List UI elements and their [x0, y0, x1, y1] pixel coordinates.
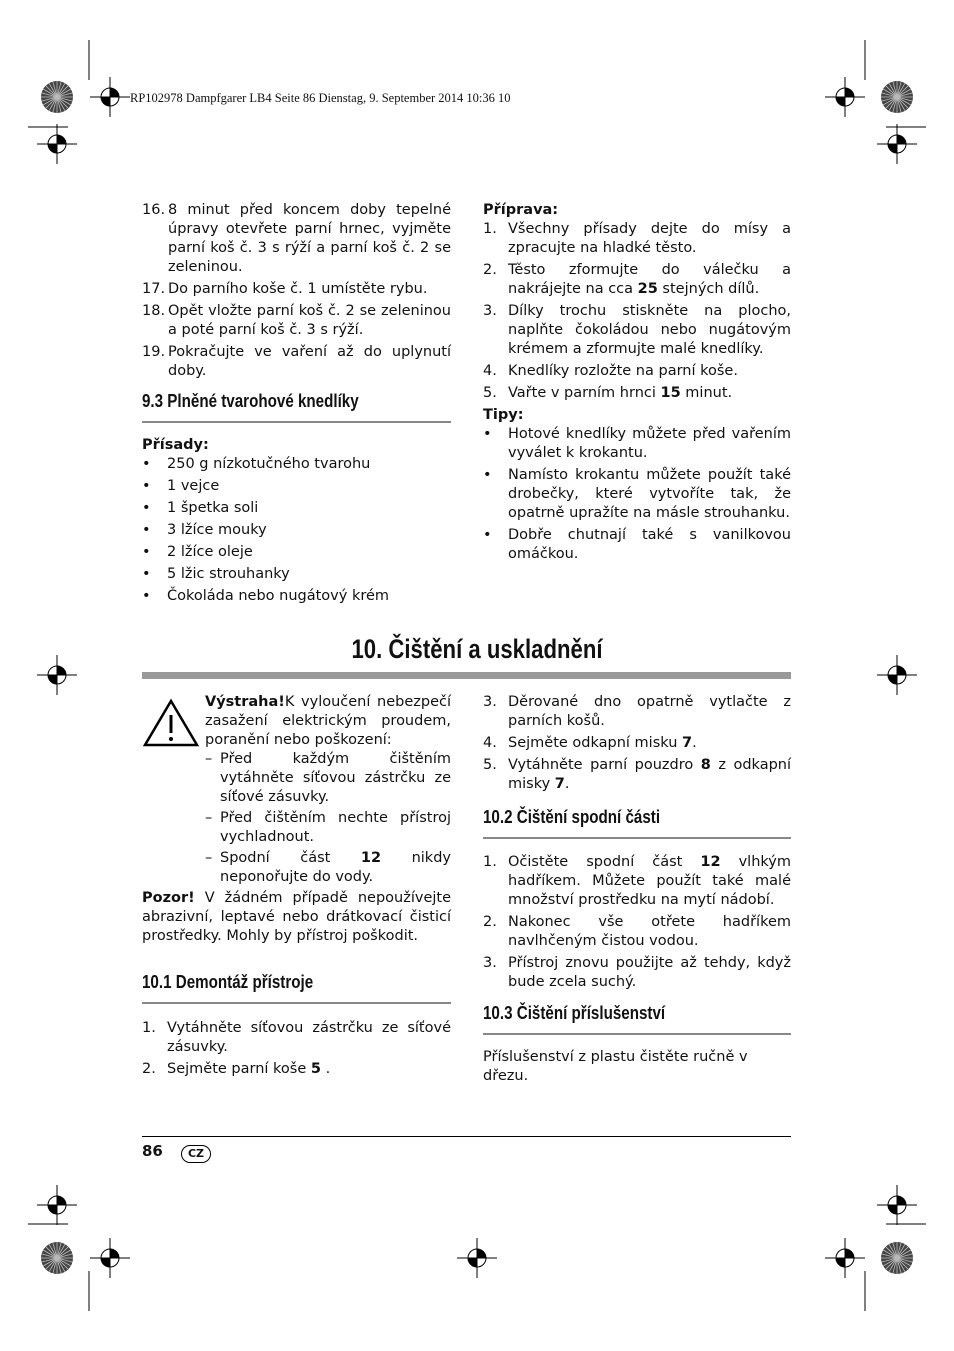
bullet-dot: •	[142, 544, 151, 560]
step-number: 5.	[483, 385, 497, 401]
registration-cross-icon	[457, 1238, 497, 1278]
step-item	[142, 302, 451, 340]
step-number: 4.	[483, 735, 497, 751]
section-10-3-title: 10.3 Čištění příslušenství	[483, 1002, 666, 1023]
step-number: 3.	[483, 303, 497, 319]
section-9-3-rule	[142, 421, 451, 423]
warning-label: Výstraha!	[205, 694, 285, 710]
tip-item-text: Hotové knedlíky můžete před vařením vyválet k krokantu.	[508, 426, 791, 461]
bullet-dot: •	[483, 527, 492, 543]
registration-cross-icon	[90, 1238, 130, 1278]
tip-item	[483, 526, 791, 564]
bullet-dot: •	[142, 522, 151, 538]
prep-step-text: Dílky trochu stiskněte na plocho, naplňte čokoládou nebo nugátovým krémem a zformujte malé knedlíky.	[508, 303, 791, 357]
bullet-dot: •	[142, 588, 151, 604]
section-10-2-steps	[483, 853, 791, 995]
step-number: 17.	[142, 281, 166, 297]
prep-label: Příprava:	[483, 202, 559, 218]
disassembly-step-text: Sejměte odkapní misku 7.	[508, 735, 697, 751]
registration-cross-icon	[877, 655, 917, 695]
chapter-title: 10. Čištění a uskladnění	[351, 634, 603, 664]
ingredient-item	[142, 477, 451, 496]
step-number: 1.	[142, 1020, 156, 1036]
prep-step-text: Všechny přísady dejte do mísy a zpracujte na hladké těsto.	[508, 221, 791, 256]
bullet-dot: •	[142, 566, 151, 582]
ingredient-item	[142, 521, 451, 540]
ingredient-item-text: 3 lžíce mouky	[167, 522, 267, 538]
ingredient-item	[142, 455, 451, 474]
step-text: 8 minut před koncem doby tepelné úpravy otevřete parní hrnec, vyjměte parní koš č. 3 s rýží a parní koš č. 2 se zeleninou.	[168, 202, 451, 275]
warning-item-text: Před čištěním nechte přístroj vychladnout.	[220, 810, 451, 845]
disassembly-step-text: Děrované dno opatrně vytlačte z parních košů.	[508, 694, 791, 729]
ingredient-item	[142, 565, 451, 584]
caution-text: V žádném případě nepoužívejte abrazivní, leptavé nebo drátkovací čisticí prostředky. Mohly by přístroj poškodit.	[142, 890, 451, 944]
prep-step	[483, 384, 791, 403]
bullet-dot: •	[142, 456, 151, 472]
tip-item-text: Dobře chutnají také s vanilkovou omáčkou.	[508, 527, 791, 562]
warning-block	[142, 693, 451, 946]
step-text: Pokračujte ve vaření až do uplynutí doby.	[168, 344, 451, 379]
section-10-2-rule	[483, 837, 791, 839]
step-number: 2.	[142, 1061, 156, 1077]
ingredient-item-text: 1 špetka soli	[167, 500, 259, 516]
registration-starburst-icon	[881, 1242, 913, 1274]
cleaning-step	[483, 853, 791, 910]
cleaning-step	[483, 954, 791, 992]
page-number: 86	[142, 1142, 163, 1160]
ingredient-item-text: 2 lžíce oleje	[167, 544, 253, 560]
step-text: Opět vložte parní koš č. 2 se zeleninou a poté parní koš č. 3 s rýží.	[168, 303, 451, 338]
step-number: 5.	[483, 757, 497, 773]
step-number: 4.	[483, 363, 497, 379]
prep-step	[483, 362, 791, 381]
ingredient-item	[142, 499, 451, 518]
disassembly-step-text: Vytáhněte síťovou zástrčku ze síťové zásuvky.	[167, 1020, 451, 1055]
registration-starburst-icon	[881, 81, 913, 113]
bullet-dot: •	[142, 500, 151, 516]
warning-item	[205, 809, 451, 847]
step-number: 16.	[142, 202, 166, 218]
cleaning-step-text: Očistěte spodní část 12 vlhkým hadříkem. Můžete použít také malé množství prostředku na mytí nádobí.	[508, 854, 791, 908]
cleaning-step-text: Nakonec vše otřete hadříkem navlhčeným čistou vodou.	[508, 914, 791, 949]
disassembly-step	[142, 1019, 451, 1057]
dash-mark: –	[205, 810, 213, 826]
ingredients-label: Přísady:	[142, 437, 209, 453]
caution-label: Pozor!	[142, 890, 195, 906]
warning-text: K vyloučení nebezpečí zasažení elektrickým proudem, poranění nebo poškození:	[205, 694, 451, 748]
step-number: 19.	[142, 344, 166, 360]
section-10-1-rule	[142, 1002, 451, 1004]
ingredients-block	[142, 436, 451, 609]
registration-cross-icon	[37, 655, 77, 695]
section-10-1-title: 10.1 Demontáž přístroje	[142, 971, 314, 992]
registration-cross-icon	[877, 124, 917, 164]
step-number: 3.	[483, 694, 497, 710]
right-column-top	[483, 201, 791, 567]
step-number: 2.	[483, 262, 497, 278]
cleaning-step-text: Přístroj znovu použijte až tehdy, když bude zcela suchý.	[508, 955, 791, 990]
ingredient-item-text: 250 g nízkotučného tvarohu	[167, 456, 371, 472]
step-number: 18.	[142, 303, 166, 319]
bullet-dot: •	[142, 478, 151, 494]
disassembly-step	[483, 756, 791, 794]
footer-rule	[142, 1136, 791, 1137]
registration-cross-icon	[825, 77, 865, 117]
warning-item-text: Před každým čištěním vytáhněte síťovou zástrčku ze síťové zásuvky.	[220, 751, 451, 805]
left-column-top	[142, 201, 451, 384]
step-item	[142, 343, 451, 381]
ingredient-item-text: 5 lžic strouhanky	[167, 566, 290, 582]
tip-item	[483, 425, 791, 463]
prep-step-text: Těsto zformujte do válečku a nakrájejte na cca 25 stejných dílů.	[508, 262, 791, 297]
prep-step	[483, 261, 791, 299]
tip-item-text: Namísto krokantu můžete použít také drobečky, které vytvoříte tak, že opatrně upražíte na másle strouhanku.	[508, 467, 791, 521]
ingredient-item	[142, 587, 451, 606]
section-10-1-steps-cont	[483, 693, 791, 797]
bullet-dot: •	[483, 467, 492, 483]
warning-item-text: Spodní část 12 nikdy neponořujte do vody.	[220, 850, 451, 885]
step-number: 1.	[483, 221, 497, 237]
dash-mark: –	[205, 751, 213, 767]
disassembly-step-text: Vytáhněte parní pouzdro 8 z odkapní misky 7.	[508, 757, 792, 792]
section-10-1-steps	[142, 1019, 451, 1082]
language-badge	[181, 1145, 211, 1163]
step-item	[142, 201, 451, 277]
prep-step	[483, 302, 791, 359]
tip-item	[483, 466, 791, 523]
step-number: 2.	[483, 914, 497, 930]
chapter-rule	[142, 672, 791, 679]
ingredient-item-text: Čokoláda nebo nugátový krém	[167, 588, 390, 604]
prep-step-text: Knedlíky rozložte na parní koše.	[508, 363, 738, 379]
step-number: 3.	[483, 955, 497, 971]
disassembly-step	[142, 1060, 451, 1079]
registration-starburst-icon	[41, 1242, 73, 1274]
registration-starburst-icon	[41, 81, 73, 113]
registration-cross-icon	[37, 124, 77, 164]
section-10-2-title: 10.2 Čištění spodní části	[483, 806, 661, 827]
registration-cross-icon	[37, 1185, 77, 1225]
step-number: 1.	[483, 854, 497, 870]
prep-step-text: Vařte v parním hrnci 15 minut.	[508, 385, 733, 401]
warning-item	[205, 849, 451, 887]
tips-label: Tipy:	[483, 407, 524, 423]
step-text: Do parního koše č. 1 umístěte rybu.	[168, 281, 428, 297]
step-item	[142, 280, 451, 299]
cleaning-step	[483, 913, 791, 951]
disassembly-step-text: Sejměte parní koše 5 .	[167, 1061, 331, 1077]
language-code: CZ	[187, 1147, 205, 1160]
disassembly-step	[483, 734, 791, 753]
dash-mark: –	[205, 850, 213, 866]
section-9-3-title: 9.3 Plněné tvarohové knedlíky	[142, 390, 359, 411]
warning-item	[205, 750, 451, 807]
registration-cross-icon	[825, 1238, 865, 1278]
section-10-3-rule	[483, 1033, 791, 1035]
ingredient-item	[142, 543, 451, 562]
section-10-3-text: Příslušenství z plastu čistěte ručně v dřezu.	[483, 1049, 748, 1084]
print-header: RP102978 Dampfgarer LB4 Seite 86 Dienstag, 9. September 2014 10:36 10	[130, 91, 511, 105]
bullet-dot: •	[483, 426, 492, 442]
prep-step	[483, 220, 791, 258]
registration-cross-icon	[877, 1185, 917, 1225]
ingredient-item-text: 1 vejce	[167, 478, 220, 494]
disassembly-step	[483, 693, 791, 731]
registration-cross-icon	[90, 77, 130, 117]
